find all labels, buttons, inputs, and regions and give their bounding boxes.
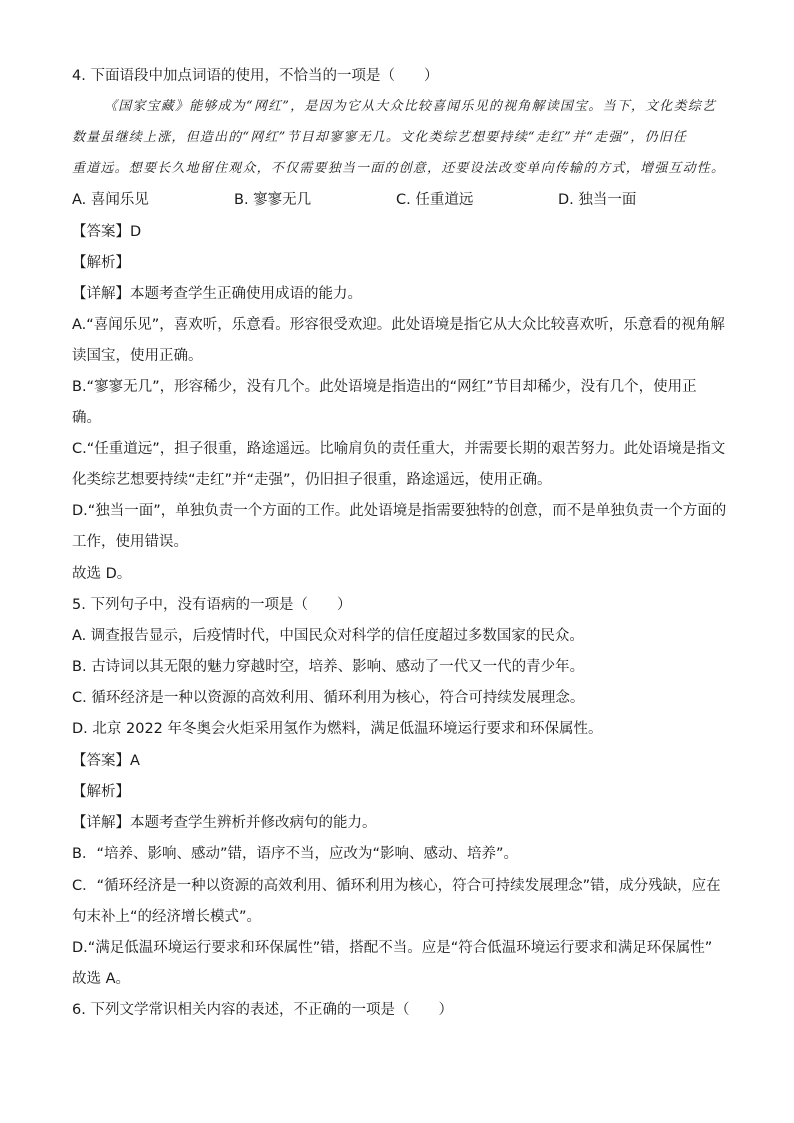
question-5-analysis-label: 【解析】 [72, 784, 130, 800]
analysis-conclusion: 故选 D。 [72, 566, 132, 582]
question-4-stem: 4. 下面语段中加点词语的使用，不恰当的一项是（ ） [72, 68, 439, 84]
analysis-line: D.“满足低温环境运行要求和环保属性”错，搭配不当。应是“符合低温环境运行要求和满足环保属性” [72, 940, 713, 956]
question-4-analysis-label: 【解析】 [72, 255, 130, 271]
question-4-passage-line: 数量虽继续上涨，但造出的“网红”节目却寥寥无几。文化类综艺想要持续“走红”并“走强”，仍旧任 [72, 130, 688, 145]
analysis-line: 确。 [72, 410, 101, 426]
question-4-options [72, 190, 636, 210]
analysis-line: A.“喜闻乐见”，喜欢听，乐意看。形容很受欢迎。此处语境是指它从大众比较喜欢听，乐意看的视角解 [72, 317, 725, 333]
analysis-line: 句末补上“的经济增长模式”。 [72, 909, 262, 925]
option-d: D. 独当一面 [558, 192, 637, 208]
question-4-passage-line: 《国家宝藏》能够成为“网红”，是因为它从大众比较喜闻乐见的视角解读国宝。当下，文化类综艺 [104, 99, 717, 114]
analysis-line: 化类综艺想要持续“走红”并“走强”，仍旧担子很重，路途遥远，使用正确。 [72, 472, 552, 488]
option-c: C. 任重道远 [396, 192, 474, 208]
option-a: A. 喜闻乐见 [72, 192, 149, 208]
analysis-conclusion: 故选 A。 [72, 971, 131, 987]
option-d: D. 北京 2022 年冬奥会火炬采用氢作为燃料，满足低温环境运行要求和环保属性。 [72, 721, 603, 737]
analysis-line: B.“寥寥无几”，形容稀少，没有几个。此处语境是指造出的“网红”节目却稀少，没有几个，使用正 [72, 379, 697, 395]
option-a: A. 调查报告显示，后疫情时代，中国民众对科学的信任度超过多数国家的民众。 [72, 628, 584, 644]
option-b: B. 古诗词以其无限的魅力穿越时空，培养、影响、感动了一代又一代的青少年。 [72, 659, 585, 675]
analysis-line: 工作，使用错误。 [72, 534, 188, 550]
analysis-line: C．“循环经济是一种以资源的高效利用、循环利用为核心，符合可持续发展理念”错，成分残缺，应在 [72, 878, 721, 894]
question-5-stem: 5. 下列句子中，没有语病的一项是（ ） [72, 597, 352, 613]
analysis-line: D.“独当一面”，单独负责一个方面的工作。此处语境是指需要独特的创意，而不是单独负责一个方面的 [72, 503, 727, 519]
analysis-line: 读国宝，使用正确。 [72, 348, 203, 364]
analysis-line: B．“培养、影响、感动”错，语序不当，应改为“影响、感动、培养”。 [72, 846, 518, 862]
analysis-line: 【详解】本题考查学生辨析并修改病句的能力。 [72, 815, 377, 831]
analysis-line: C.“任重道远”，担子很重，路途遥远。比喻肩负的责任重大，并需要长期的艰苦努力。此处语境是指文 [72, 441, 726, 457]
option-c: C. 循环经济是一种以资源的高效利用、循环利用为核心，符合可持续发展理念。 [72, 690, 585, 706]
question-4-answer: 【答案】D [72, 224, 142, 240]
question-5-answer: 【答案】A [72, 753, 140, 769]
question-6-stem: 6. 下列文学常识相关内容的表述，不正确的一项是（ ） [72, 1002, 453, 1018]
question-4-passage-line: 重道远。想要长久地留住观众，不仅需要独当一面的创意，还要设法改变单向传输的方式，增强互动性。 [72, 161, 726, 176]
analysis-line: 【详解】本题考查学生正确使用成语的能力。 [72, 286, 362, 302]
option-b: B. 寥寥无几 [234, 192, 312, 208]
